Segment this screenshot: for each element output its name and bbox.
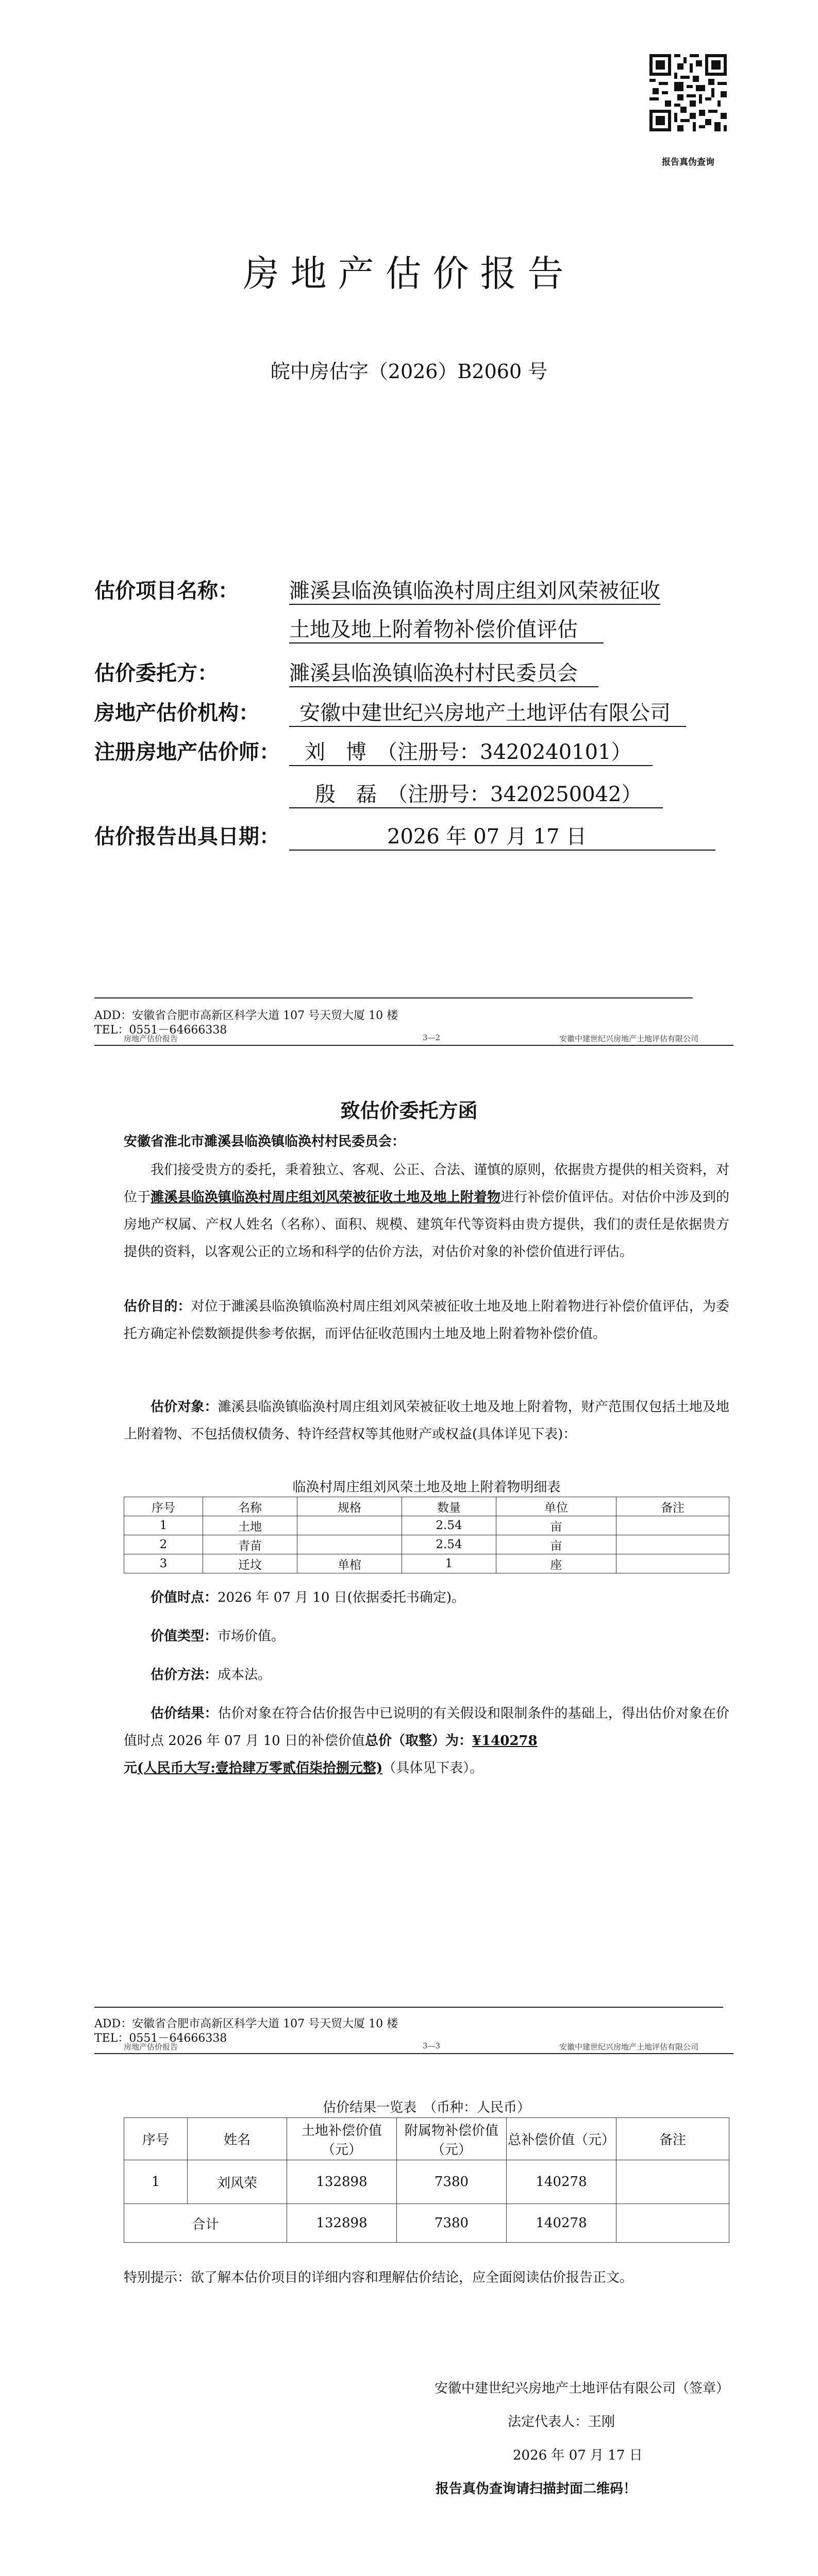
info-row-project [94,574,660,605]
letter-method: 估价方法：成本法。 [151,1667,272,1683]
page-header-left: 房地产估价报告 [124,1034,178,1043]
detail-table [124,1497,729,1573]
letter-value-type: 价值类型：市场价值。 [151,1629,285,1644]
info-label: 房地产估价机构： [94,701,259,725]
info-value: 2026 年 07 月 17 日 [289,820,715,851]
info-label: 估价报告出具日期： [94,824,280,849]
footer-rule [94,2007,723,2008]
qr-caption: 报告真伪查询 [662,157,714,167]
info-row-appraiser-1 [94,736,653,767]
info-value: 濉溪县临涣镇临涣村村民委员会 [289,657,598,687]
info-row-client [94,657,598,688]
info-label: 估价委托方： [94,661,218,685]
result-amount: ¥140278 [472,1733,538,1749]
info-value: 刘 博 （注册号：3420240101） [289,736,653,766]
table-total-row: 合计 132898 7380 140278 [124,2204,729,2243]
table-row: 1 土地 2.54 亩 [124,1516,729,1535]
page-header-number: 3—3 [423,2041,441,2050]
letter-value-time: 价值时点：2026 年 07 月 10 日(依据委托书确定)。 [151,1590,465,1605]
sign-representative: 法定代表人：王刚 [508,2414,615,2430]
footer-address: ADD：安徽省合肥市高新区科学大道 107 号天贸大厦 10 楼 [94,2018,398,2030]
verify-note: 报告真伪查询请扫描封面二维码！ [436,2481,637,2497]
footer-tel: TEL：0551－64666338 [94,2032,227,2045]
appraisal-object-name: 濉溪县临涣镇临涣村周庄组刘风荣被征收土地及地上附着物 [151,1190,501,1205]
table-header-row: 序号 名称 规格 数量 单位 备注 [124,1497,729,1516]
letter-title: 致估价委托方函 [340,1099,478,1122]
table-row: 3 迁坟 单棺 1 座 [124,1554,729,1573]
sign-date: 2026 年 07 月 17 日 [513,2448,643,2463]
letter-paragraph-1: 我们接受贵方的委托，秉着独立、客观、公正、合法、谨慎的原则，依据贵方提供的相关资料，对位于濉溪县临涣镇临涣村周庄组刘风荣被征收土地及地上附着物进行补偿价值评估。对估价中涉及到的房地产权属、产权人姓名（名称）、面积、规模、建筑年代等资料由贵方提供，我们的责任是依据贵方提供的资料，以客观公正的立场和科学的估价方法，对估价对象的补偿价值进行评估。 [124,1162,729,1260]
page-header-left: 房地产估价报告 [124,2042,178,2052]
footer-tel: TEL：0551－64666338 [94,1024,227,1037]
detail-table-title: 临涣村周庄组刘风荣土地及地上附着物明细表 [292,1480,561,1495]
info-label: 估价项目名称： [94,579,239,603]
info-value: 殷 磊 （注册号：3420250042） [289,778,663,808]
letter-object: 估价对象：濉溪县临涣镇临涣村周庄组刘风荣被征收土地及地上附着物，财产范围仅包括土地及地上附着物、不包括债权债务、特许经营权等其他财产或权益(具体详见下表)： [124,1399,729,1442]
summary-caption: 估价结果一览表 （币种：人民币） [322,2100,530,2115]
special-note: 特别提示：欲了解本估价项目的详细内容和理解估价结论，应全面阅读估价报告正文。 [124,2270,633,2285]
info-value: 安徽中建世纪兴房地产土地评估有限公司 [289,697,686,727]
report-number: 皖中房估字（2026）B2060 号 [270,360,548,383]
info-row-appraiser-2 [289,778,663,809]
info-row-project-cont [289,613,604,644]
report-title: 房地产估价报告 [243,252,575,295]
summary-table [124,2117,729,2243]
footer-address: ADD：安徽省合肥市高新区科学大道 107 号天贸大厦 10 楼 [94,1009,398,1022]
page-header-right: 安徽中建世纪兴房地产土地评估有限公司 [559,1034,699,1043]
footer-rule [94,997,693,998]
table-row: 2 青苗 2.54 亩 [124,1535,729,1554]
info-row-date [94,820,715,851]
info-row-agency [94,697,686,727]
page-header-number: 3—2 [423,1033,441,1042]
qr-code-icon [649,54,727,131]
header-rule [94,2053,733,2054]
table-row: 1 刘风荣 132898 7380 140278 [124,2160,729,2204]
result-amount-words: (人民币大写:壹拾肆万零贰佰柒拾捌元整) [137,1760,383,1776]
info-value: 土地及地上附着物补偿价值评估 [289,613,604,643]
header-rule [94,1045,733,1046]
letter-addressee: 安徽省淮北市濉溪县临涣镇临涣村村民委员会： [124,1134,406,1149]
table-header-row: 序号 姓名 土地补偿价值（元） 附属物补偿价值（元） 总补偿价值（元） 备注 [124,2118,729,2160]
letter-purpose: 估价目的：对位于濉溪县临涣镇临涣村周庄组刘风荣被征收土地及地上附着物进行补偿价值评估，为委托方确定补偿数额提供参考依据，而评估征收范围内土地及地上附着物补偿价值。 [124,1299,729,1342]
page-header-right: 安徽中建世纪兴房地产土地评估有限公司 [559,2042,699,2052]
info-label: 注册房地产估价师： [94,740,280,764]
letter-result: 估价结果：估价对象在符合估价报告中已说明的有关假设和限制条件的基础上，得出估价对象在价值时点 2026 年 07 月 10 日的补偿价值总价（取整）为：¥140278 元(人民币大写:壹拾肆万零贰佰柒拾捌元整)（具体见下表）。 [124,1706,729,1776]
info-value: 濉溪县临涣镇临涣村周庄组刘风荣被征收 [289,574,660,605]
sign-company: 安徽中建世纪兴房地产土地评估有限公司（签章） [434,2381,729,2396]
